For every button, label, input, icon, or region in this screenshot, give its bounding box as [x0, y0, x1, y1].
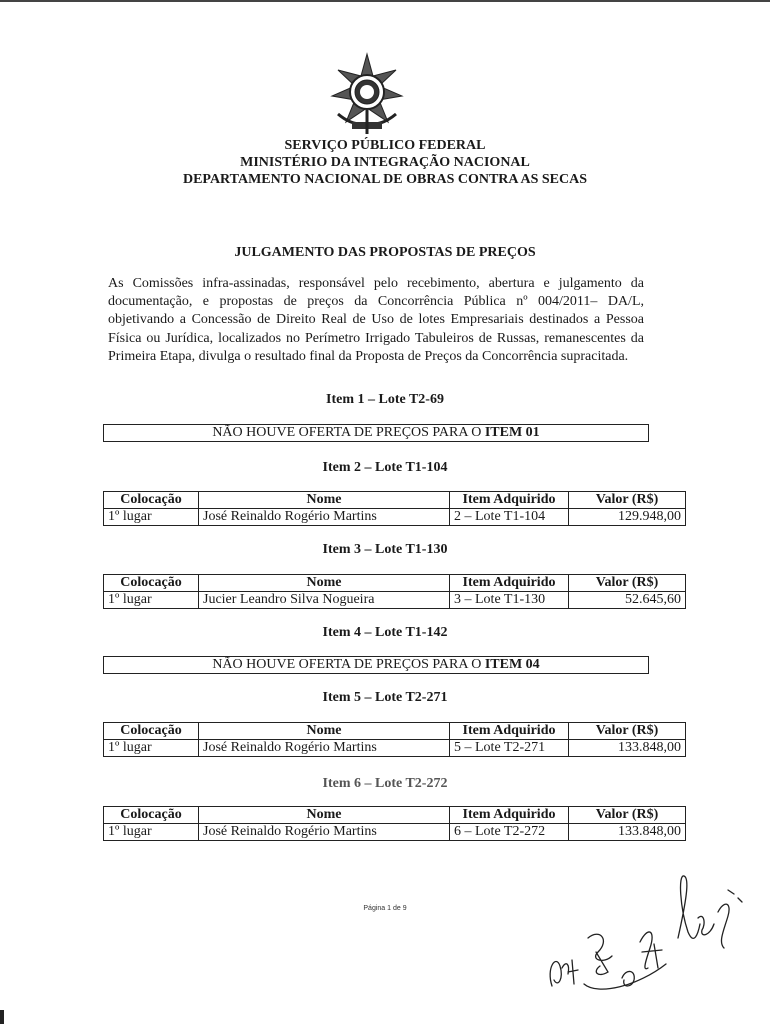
cell-valor: 133.848,00 [569, 824, 686, 841]
cell-valor: 52.645,60 [569, 592, 686, 609]
cell-valor: 133.848,00 [569, 740, 686, 757]
table-header-row [104, 492, 686, 509]
header-line-1: SERVIÇO PÚBLICO FEDERAL [284, 138, 486, 153]
header-nome: Nome [199, 492, 450, 509]
no-offer-text: NÃO HOUVE OFERTA DE PREÇOS PARA O [212, 425, 485, 440]
item-5-table [103, 722, 686, 757]
header-line-3: DEPARTAMENTO NACIONAL DE OBRAS CONTRA AS SECAS [182, 172, 588, 187]
cell-colocacao: 1º lugar [104, 592, 199, 609]
item-4-heading: Item 4 – Lote T1-142 [322, 625, 448, 640]
handwritten-signatures [538, 868, 748, 1003]
item-6-heading: Item 6 – Lote T2-272 [322, 776, 448, 791]
no-offer-text: NÃO HOUVE OFERTA DE PREÇOS PARA O [212, 657, 485, 672]
header-nome: Nome [199, 575, 450, 592]
brazil-coat-of-arms-icon [326, 52, 408, 136]
item-3-table [103, 574, 686, 609]
item-5-heading: Item 5 – Lote T2-271 [322, 690, 448, 705]
table-row [104, 509, 686, 526]
no-offer-item: ITEM 04 [484, 657, 540, 672]
document-header [100, 137, 670, 188]
header-colocacao: Colocação [104, 575, 199, 592]
scan-edge-mark [0, 1010, 4, 1024]
table-header-row [104, 575, 686, 592]
cell-valor: 129.948,00 [569, 509, 686, 526]
header-colocacao: Colocação [104, 492, 199, 509]
item-1-heading: Item 1 – Lote T2-69 [326, 392, 444, 407]
header-valor: Valor (R$) [569, 575, 686, 592]
item-1-no-offer-box [103, 424, 649, 442]
cell-nome: José Reinaldo Rogério Martins [199, 740, 450, 757]
header-valor: Valor (R$) [569, 723, 686, 740]
header-item: Item Adquirido [450, 723, 569, 740]
item-2-heading: Item 2 – Lote T1-104 [322, 460, 448, 475]
header-nome: Nome [199, 807, 450, 824]
cell-item: 2 – Lote T1-104 [450, 509, 569, 526]
table-header-row [104, 723, 686, 740]
header-valor: Valor (R$) [569, 492, 686, 509]
header-valor: Valor (R$) [569, 807, 686, 824]
header-item: Item Adquirido [450, 575, 569, 592]
item-6-table [103, 806, 686, 841]
page-number: Página 1 de 9 [363, 905, 407, 912]
cell-nome: Jucier Leandro Silva Nogueira [199, 592, 450, 609]
cell-nome: José Reinaldo Rogério Martins [199, 824, 450, 841]
cell-colocacao: 1º lugar [104, 824, 199, 841]
cell-colocacao: 1º lugar [104, 509, 199, 526]
item-2-table [103, 491, 686, 526]
cell-nome: José Reinaldo Rogério Martins [199, 509, 450, 526]
cell-item: 3 – Lote T1-130 [450, 592, 569, 609]
header-nome: Nome [199, 723, 450, 740]
item-4-no-offer-box [103, 656, 649, 674]
table-row [104, 592, 686, 609]
table-row [104, 740, 686, 757]
table-row [104, 824, 686, 841]
intro-paragraph: As Comissões infra-assinadas, responsável pelo recebimento, abertura e julgamento da documentação, e propostas de preços da Concorrência Pública nº 004/2011– DA/L, objetivando a Concessão de Direito Real de Uso de lotes Empresariais destinados a Pessoa Física ou Jurídica, localizados no Perímetro Irrigado Tabuleiros de Russas, remanescentes da Primeira Etapa, divulga o resultado final da Proposta de Preços da Concorrência supracitada. [108, 276, 644, 364]
header-item: Item Adquirido [450, 807, 569, 824]
table-header-row [104, 807, 686, 824]
cell-item: 6 – Lote T2-272 [450, 824, 569, 841]
header-item: Item Adquirido [450, 492, 569, 509]
scan-edge-line [0, 0, 770, 2]
document-title: JULGAMENTO DAS PROPOSTAS DE PREÇOS [234, 245, 536, 260]
header-colocacao: Colocação [104, 807, 199, 824]
header-colocacao: Colocação [104, 723, 199, 740]
cell-item: 5 – Lote T2-271 [450, 740, 569, 757]
no-offer-item: ITEM 01 [484, 425, 540, 440]
cell-colocacao: 1º lugar [104, 740, 199, 757]
item-3-heading: Item 3 – Lote T1-130 [322, 542, 448, 557]
header-line-2: MINISTÉRIO DA INTEGRAÇÃO NACIONAL [240, 155, 530, 170]
